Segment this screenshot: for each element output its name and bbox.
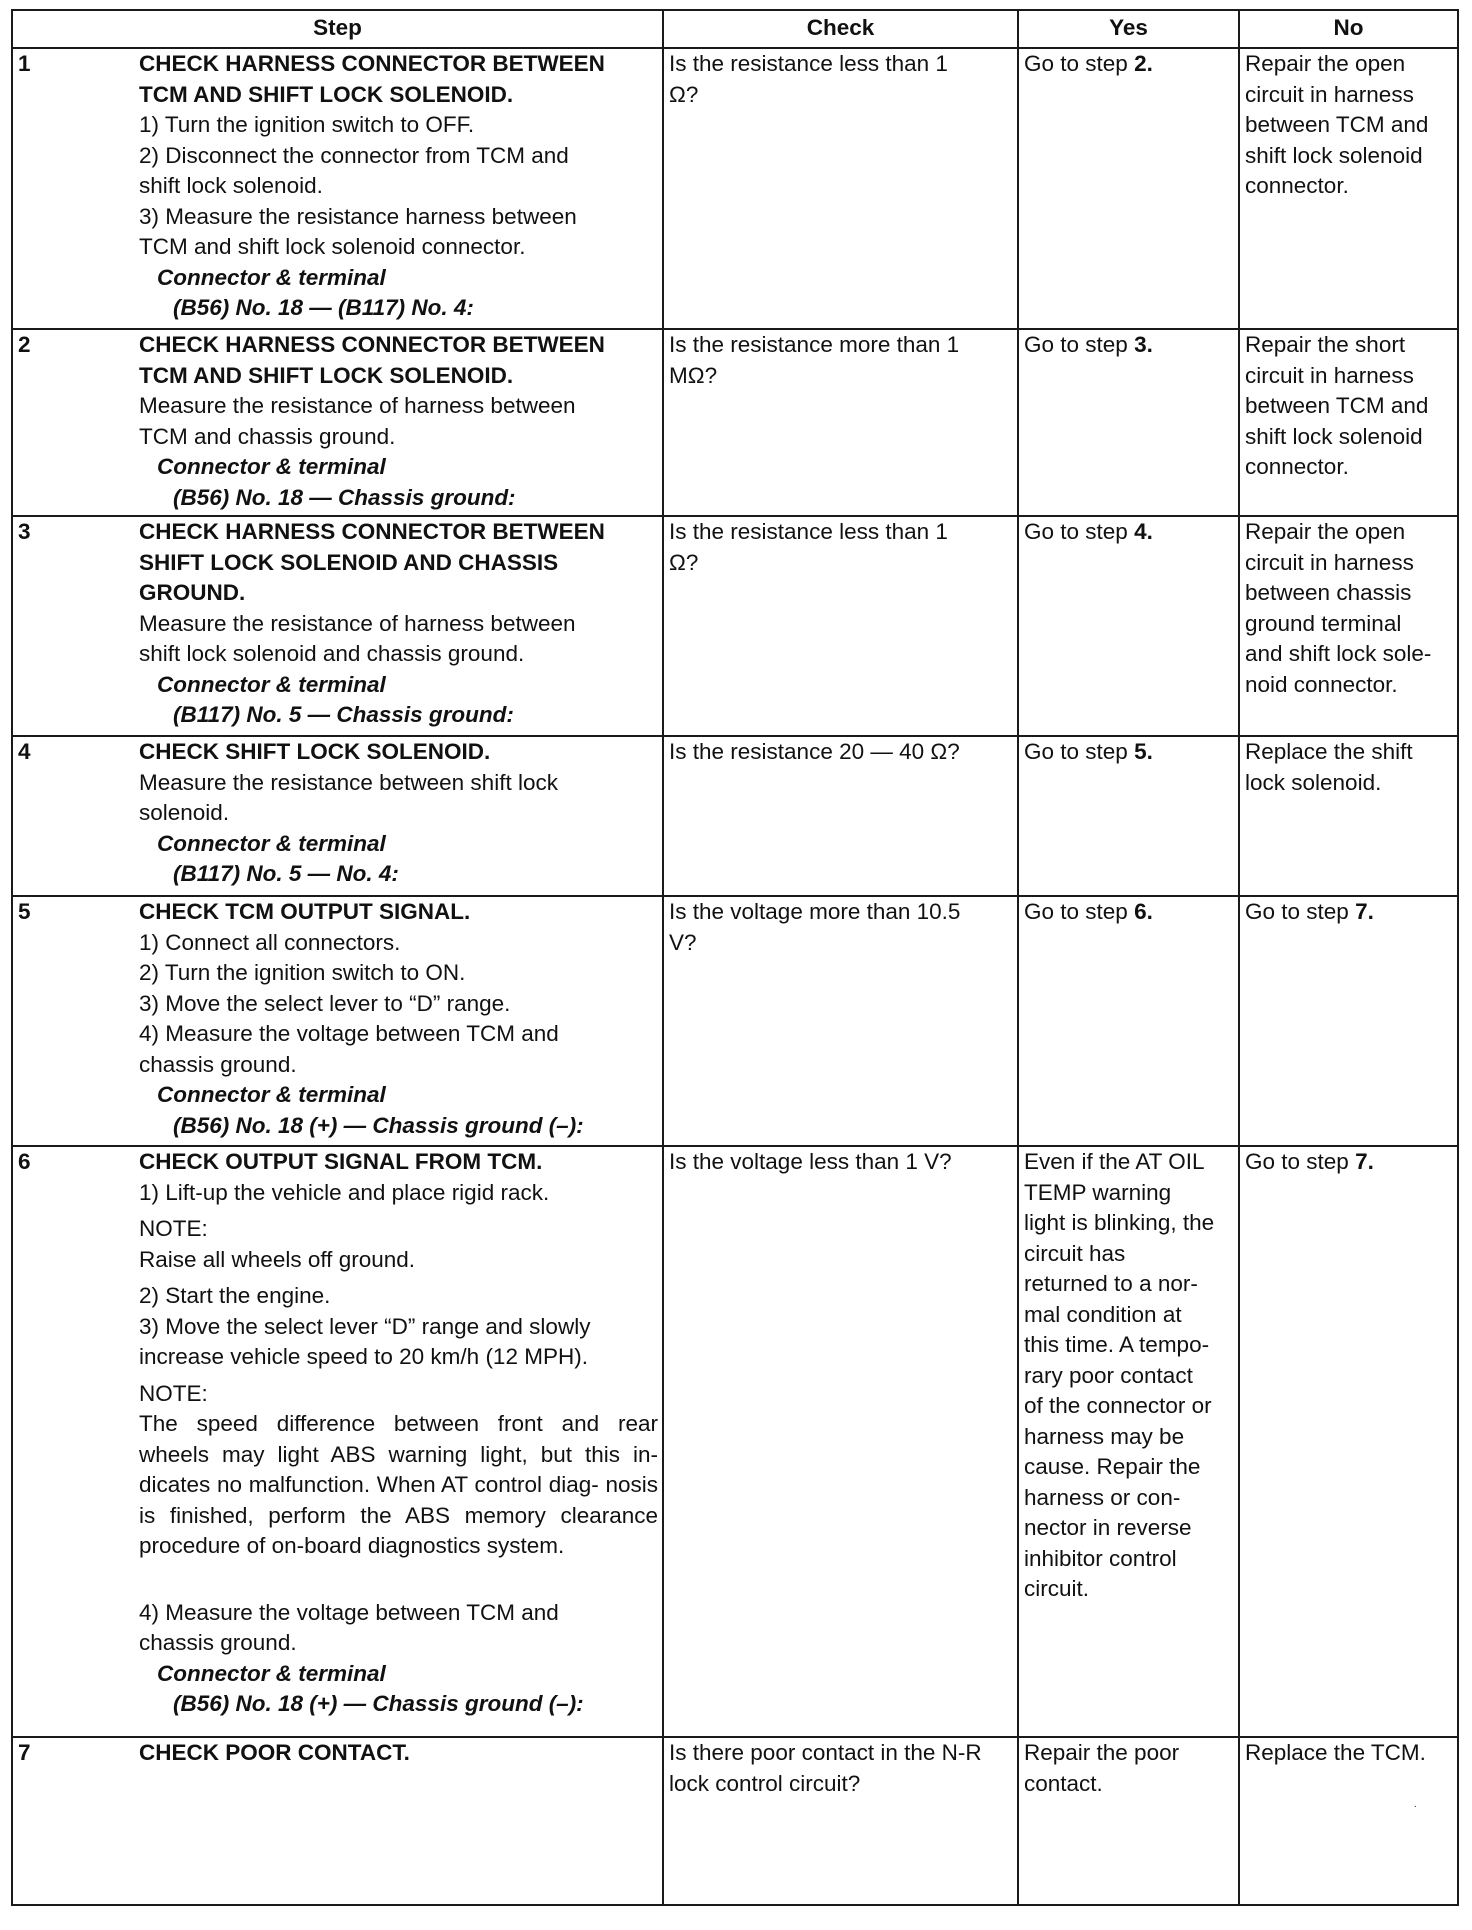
check-text: Is the voltage less than 1 V? [669,1149,952,1174]
step-instruction: 2) Start the engine. [139,1283,331,1308]
step-instruction: 1) Connect all connectors. [139,929,401,955]
yes-cell [1018,896,1239,1146]
step-title: CHECK HARNESS CONNECTOR BETWEEN [139,519,605,544]
yes-text: nector in reverse [1024,1515,1192,1540]
yes-step-ref: 6. [1134,899,1153,924]
yes-text: contact. [1024,1770,1103,1796]
step-cell [12,736,663,896]
no-text: Repair the open [1245,519,1406,544]
check-text: Ω? [669,549,699,575]
check-cell [663,736,1018,896]
no-text: Replace the TCM. [1245,1740,1426,1765]
step-title: SHIFT LOCK SOLENOID AND CHASSIS [139,549,559,575]
step-title: CHECK HARNESS CONNECTOR BETWEEN [139,332,605,357]
step-instruction: TCM and shift lock solenoid connector. [139,234,526,259]
yes-cell [1018,516,1239,736]
no-text: noid connector. [1245,671,1398,697]
scan-speck: · [1413,1801,1417,1812]
no-text: Go to step [1245,899,1356,924]
yes-text: Go to step [1024,332,1135,357]
no-cell [1239,1146,1458,1737]
check-text: Is there poor contact in the N-R [669,1740,982,1765]
step-instruction: 3) Move the select lever to “D” range. [139,990,511,1016]
step-instruction: shift lock solenoid and chassis ground. [139,641,525,666]
check-text: Is the resistance less than 1 [669,519,948,544]
no-text: between TCM and [1245,393,1429,418]
step-instruction: chassis ground. [139,1630,297,1655]
check-cell [663,48,1018,329]
yes-text: harness or con- [1024,1484,1181,1510]
check-text: MΩ? [669,362,718,388]
step-number: 2 [18,332,31,357]
no-text: circuit in harness [1245,362,1414,388]
step-cell [12,1737,663,1905]
no-cell [1239,516,1458,736]
connector-value: (B56) No. 18 (+) — Chassis ground (–): [173,1691,584,1716]
yes-cell [1018,1737,1239,1905]
check-text: Ω? [669,81,699,107]
check-cell [663,329,1018,516]
check-text: Is the resistance more than 1 [669,332,960,357]
no-text: and shift lock sole- [1245,641,1432,666]
yes-text: TEMP warning [1024,1179,1172,1205]
table-row [12,736,1458,896]
step-number: 1 [18,51,31,76]
yes-cell [1018,1146,1239,1737]
step-instruction: shift lock solenoid. [139,173,323,198]
step-title: CHECK TCM OUTPUT SIGNAL. [139,899,471,924]
step-instruction: 4) Measure the voltage between TCM and [139,1021,559,1046]
step-instruction: 3) Move the select lever “D” range and slowly [139,1313,591,1339]
table-header-row [12,10,1458,48]
check-cell [663,896,1018,1146]
check-text: V? [669,929,697,955]
yes-text: this time. A tempo- [1024,1332,1210,1357]
yes-cell [1018,329,1239,516]
no-text: between chassis [1245,580,1412,605]
note-text: The speed difference between front and rear wheels may light ABS warning light, but this in- dicates no malfunction. When AT control diag- nosis is finished, perform the ABS memory clearance procedure of on-board diagnostics system. [139,1411,658,1558]
yes-step-ref: 4. [1134,519,1153,544]
no-text: lock solenoid. [1245,769,1382,795]
diagnostic-table [11,9,1459,1906]
step-cell [12,48,663,329]
connector-value: (B56) No. 18 — Chassis ground: [173,484,516,510]
check-text: Is the voltage more than 10.5 [669,899,961,924]
table-row [12,1737,1458,1905]
no-text: ground terminal [1245,610,1402,636]
no-text: shift lock solenoid [1245,423,1423,449]
check-cell [663,516,1018,736]
note-text: Raise all wheels off ground. [139,1246,415,1272]
step-cell [12,516,663,736]
step-instruction: 2) Turn the ignition switch to ON. [139,960,466,985]
header-no: No [1239,10,1458,48]
note-label: NOTE: [139,1216,208,1241]
step-number: 6 [18,1149,31,1174]
yes-text: returned to a nor- [1024,1271,1198,1296]
yes-step-ref: 2. [1134,51,1153,76]
yes-step-ref: 5. [1134,739,1153,764]
step-instruction: Measure the resistance of harness between [139,393,576,418]
step-title: CHECK POOR CONTACT. [139,1740,410,1765]
yes-text: Even if the AT OIL [1024,1149,1205,1174]
no-text: shift lock solenoid [1245,142,1423,168]
step-title: TCM AND SHIFT LOCK SOLENOID. [139,81,514,107]
yes-cell [1018,736,1239,896]
header-step: Step [12,10,663,48]
step-cell [12,329,663,516]
table-row [12,1146,1458,1737]
yes-text: Go to step [1024,51,1135,76]
step-title: CHECK HARNESS CONNECTOR BETWEEN [139,51,605,76]
yes-text: of the connector or [1024,1393,1212,1418]
yes-text: Go to step [1024,519,1135,544]
step-instruction: Measure the resistance of harness between [139,610,576,636]
yes-text: Go to step [1024,899,1135,924]
no-step-ref: 7. [1355,899,1374,924]
connector-value: (B56) No. 18 (+) — Chassis ground (–): [173,1112,584,1138]
step-number: 3 [18,519,31,544]
no-text: Repair the open [1245,51,1406,76]
no-text: connector. [1245,173,1349,198]
check-cell [663,1146,1018,1737]
no-cell [1239,329,1458,516]
step-instruction: 3) Measure the resistance harness between [139,203,577,229]
step-instruction: 1) Lift-up the vehicle and place rigid rack. [139,1179,550,1205]
step-title: GROUND. [139,580,246,605]
yes-text: circuit has [1024,1240,1126,1266]
yes-text: Repair the poor [1024,1740,1180,1765]
table-row [12,48,1458,329]
step-title: CHECK SHIFT LOCK SOLENOID. [139,739,491,764]
no-cell [1239,896,1458,1146]
header-yes: Yes [1018,10,1239,48]
no-text: Go to step [1245,1149,1356,1174]
yes-text: cause. Repair the [1024,1454,1201,1479]
connector-label: Connector & terminal [157,1660,386,1686]
header-check: Check [663,10,1018,48]
step-instruction: increase vehicle speed to 20 km/h (12 MPH). [139,1344,588,1369]
step-number: 4 [18,739,31,764]
step-title: TCM AND SHIFT LOCK SOLENOID. [139,362,514,388]
yes-text: circuit. [1024,1576,1090,1601]
yes-text: light is blinking, the [1024,1210,1215,1235]
no-text: Repair the short [1245,332,1406,357]
step-cell [12,896,663,1146]
connector-label: Connector & terminal [157,454,386,479]
no-step-ref: 7. [1355,1149,1374,1174]
step-instruction: Measure the resistance between shift lock [139,769,558,795]
step-instruction: 2) Disconnect the connector from TCM and [139,142,569,168]
no-cell [1239,48,1458,329]
note-label: NOTE: [139,1380,208,1406]
connector-value: (B56) No. 18 — (B117) No. 4: [173,295,474,320]
connector-value: (B117) No. 5 — Chassis ground: [173,702,514,727]
check-cell [663,1737,1018,1905]
step-instruction: solenoid. [139,800,230,825]
step-instruction: TCM and chassis ground. [139,423,396,449]
no-cell [1239,1737,1458,1905]
step-instruction: 4) Measure the voltage between TCM and [139,1599,559,1625]
no-text: circuit in harness [1245,81,1414,107]
no-text: between TCM and [1245,112,1429,137]
no-cell [1239,736,1458,896]
step-number: 7 [18,1740,31,1765]
check-text: lock control circuit? [669,1770,861,1796]
table-row [12,329,1458,516]
yes-step-ref: 3. [1134,332,1153,357]
no-text: circuit in harness [1245,549,1414,575]
connector-label: Connector & terminal [157,671,386,697]
yes-text: rary poor contact [1024,1362,1193,1388]
step-cell [12,1146,663,1737]
yes-text: harness may be [1024,1423,1185,1449]
yes-text: inhibitor control [1024,1545,1177,1571]
table-row [12,516,1458,736]
diagnostic-page [11,9,1459,1906]
no-text: connector. [1245,454,1349,479]
table-row [12,896,1458,1146]
no-text: Replace the shift [1245,739,1413,764]
yes-cell [1018,48,1239,329]
connector-label: Connector & terminal [157,830,386,856]
yes-text: Go to step [1024,739,1135,764]
connector-label: Connector & terminal [157,264,386,290]
step-instruction: chassis ground. [139,1051,297,1077]
yes-text: mal condition at [1024,1301,1182,1327]
connector-value: (B117) No. 5 — No. 4: [173,861,399,886]
step-number: 5 [18,899,31,924]
check-text: Is the resistance 20 — 40 Ω? [669,739,960,764]
step-instruction: 1) Turn the ignition switch to OFF. [139,112,475,137]
step-title: CHECK OUTPUT SIGNAL FROM TCM. [139,1149,543,1174]
connector-label: Connector & terminal [157,1082,386,1107]
check-text: Is the resistance less than 1 [669,51,948,76]
